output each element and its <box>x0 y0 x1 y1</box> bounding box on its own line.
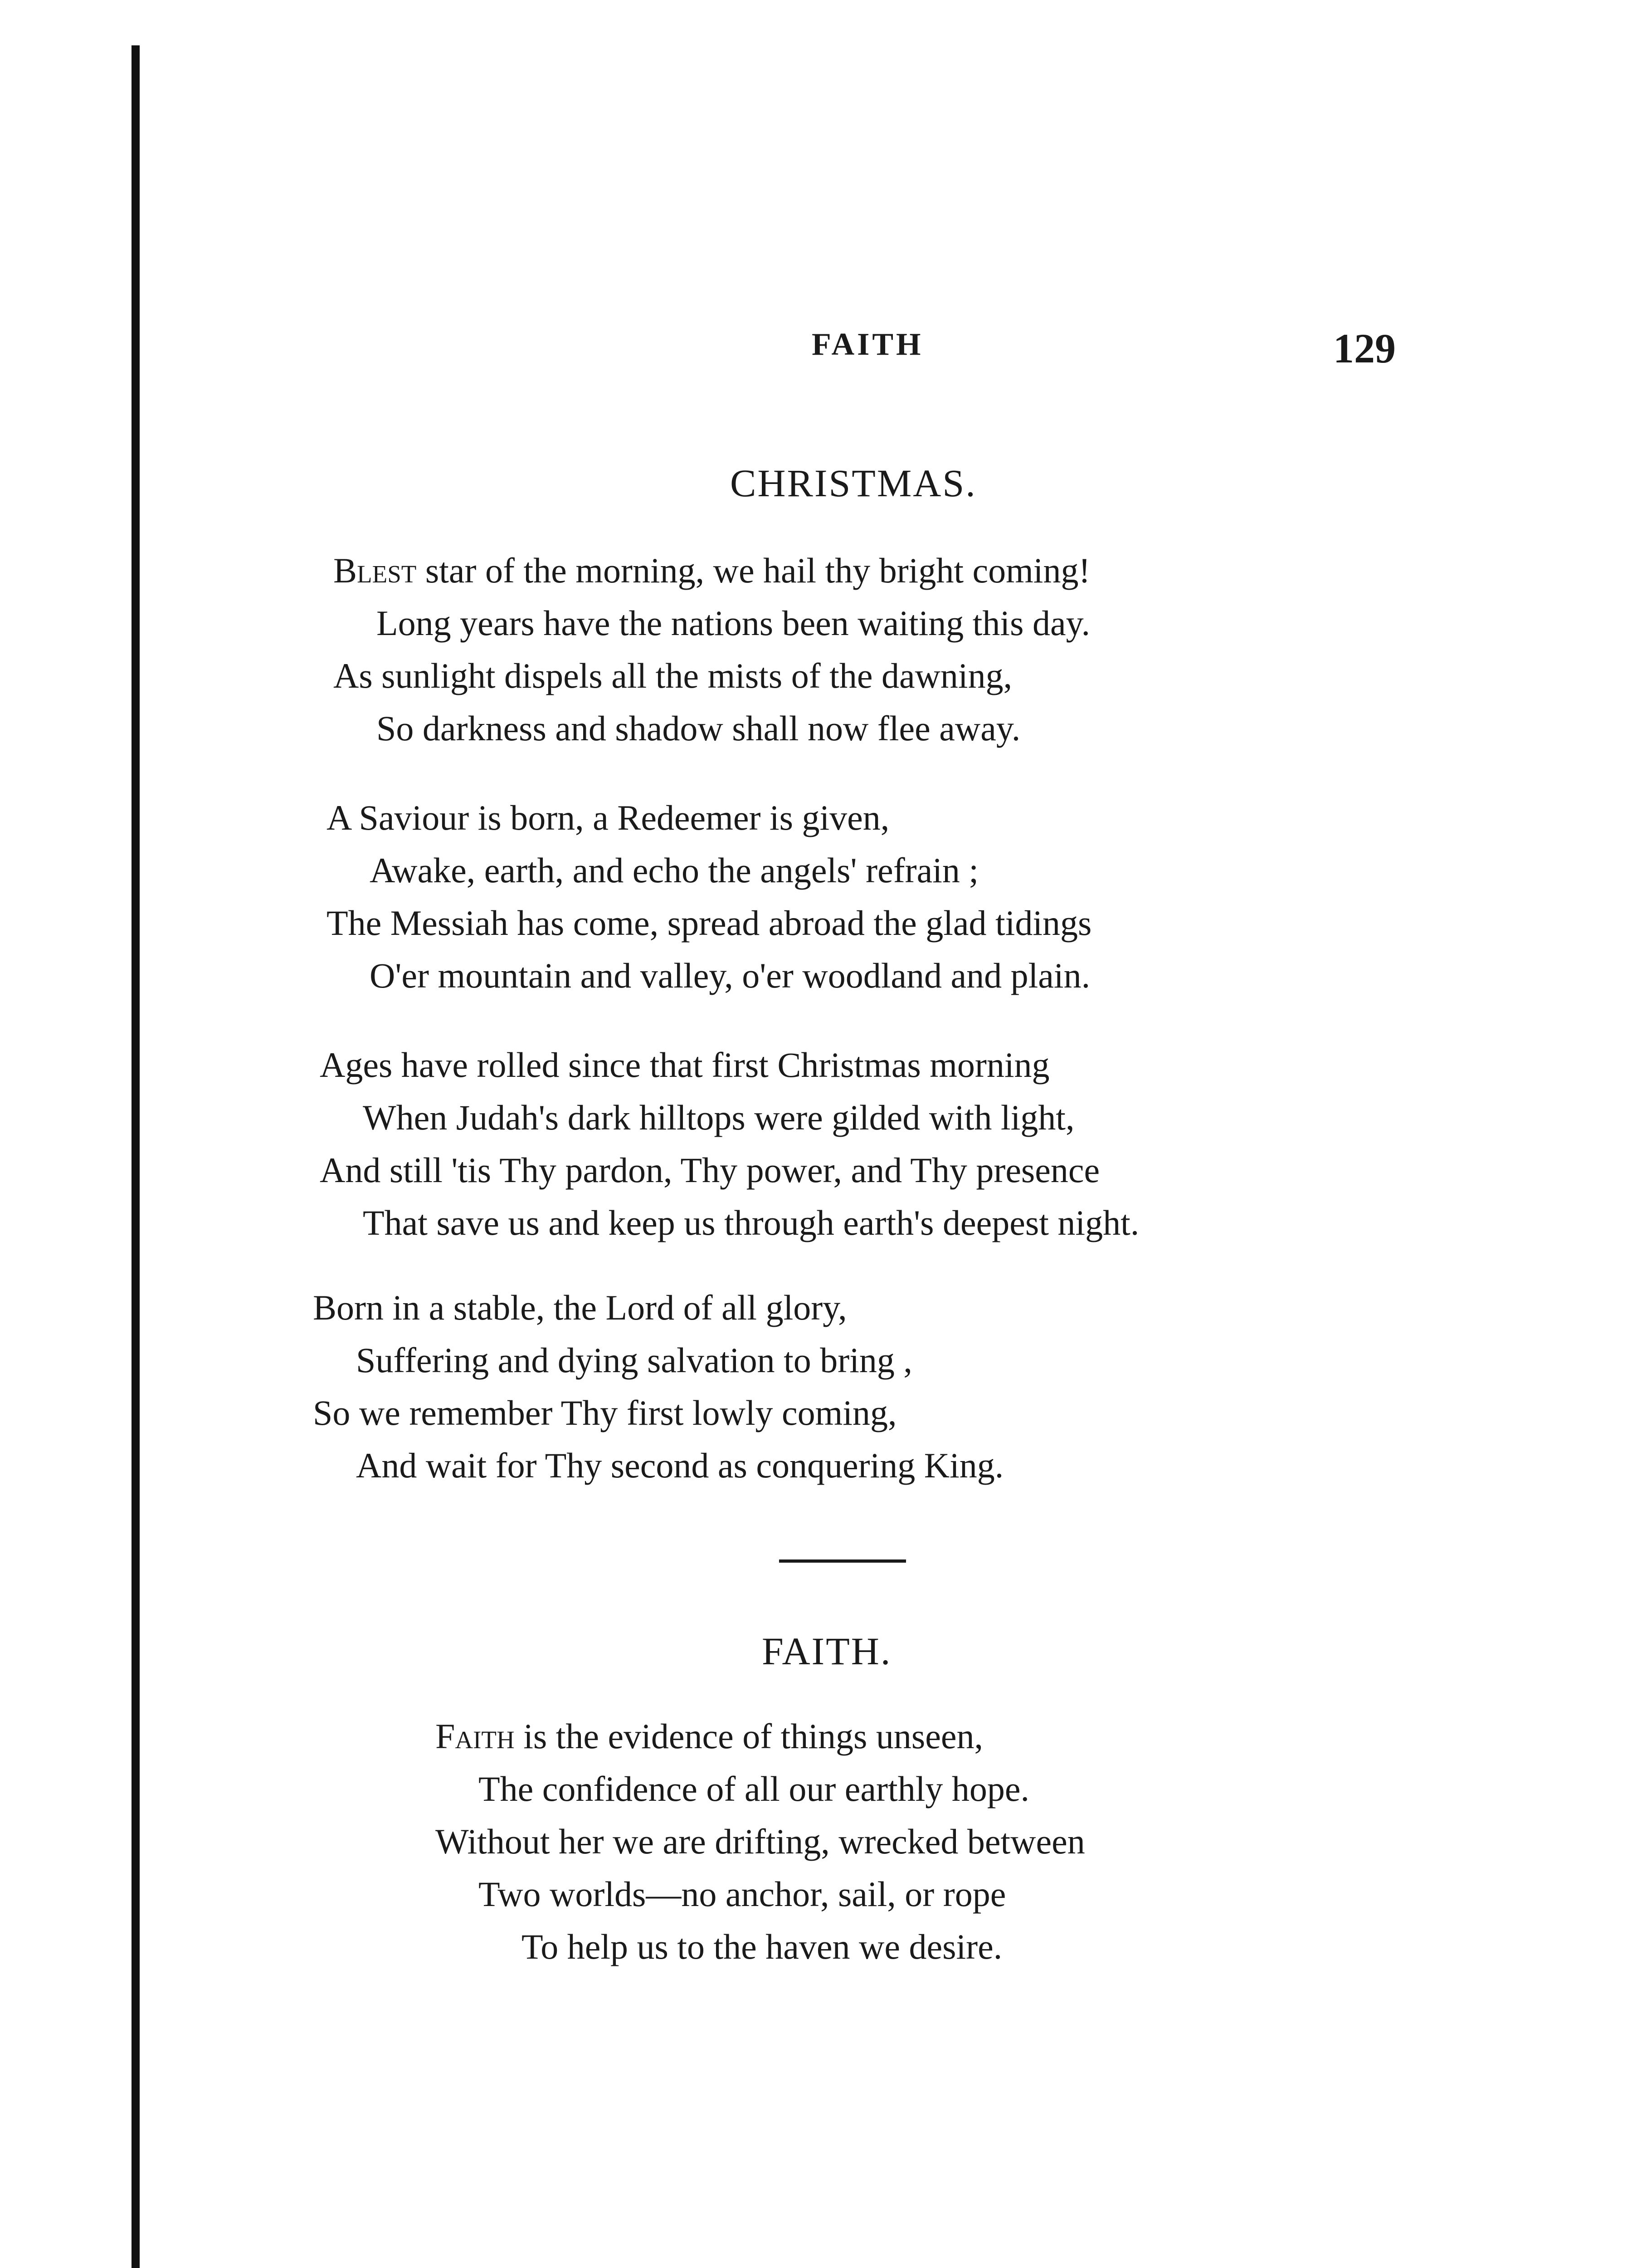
poem-line: Ages have rolled since that first Christmas morning <box>320 1045 1050 1085</box>
line-text: star of the morning, we hail thy bright coming! <box>416 551 1091 590</box>
poem-line: Long years have the nations been waiting this day. <box>376 603 1091 643</box>
poem-line: To help us to the haven we desire. <box>521 1927 1003 1966</box>
poem-line <box>435 1710 1085 1763</box>
poem-line: So we remember Thy first lowly coming, <box>313 1393 897 1432</box>
poem-line: Without her we are drifting, wrecked between <box>435 1822 1085 1861</box>
christmas-stanza-1 <box>333 544 1090 755</box>
faith-stanza <box>435 1710 1085 1973</box>
poem-line: That save us and keep us through earth's deepest night. <box>363 1203 1140 1242</box>
poem-line: A Saviour is born, a Redeemer is given, <box>326 798 890 837</box>
poem-line: Suffering and dying salvation to bring , <box>356 1340 912 1380</box>
running-head: FAITH <box>812 327 924 362</box>
poem-line: O'er mountain and valley, o'er woodland and plain. <box>370 956 1091 995</box>
line-text: is the evidence of things unseen, <box>514 1716 983 1756</box>
poem-title-christmas: CHRISTMAS. <box>730 461 977 505</box>
poem-line <box>333 544 1090 597</box>
poem-line: The confidence of all our earthly hope. <box>478 1769 1029 1809</box>
poem-line: Two worlds—no anchor, sail, or rope <box>478 1874 1006 1914</box>
drop-word: Blest <box>333 551 417 590</box>
poem-line: Born in a stable, the Lord of all glory, <box>313 1288 847 1327</box>
poem-line: Awake, earth, and echo the angels' refrain ; <box>370 850 979 890</box>
christmas-stanza-2 <box>326 792 1091 1002</box>
poem-line: And wait for Thy second as conquering King. <box>356 1446 1004 1485</box>
poem-line: The Messiah has come, spread abroad the glad tidings <box>326 903 1092 943</box>
poem-title-faith: FAITH. <box>762 1629 892 1673</box>
poem-line: So darkness and shadow shall now flee away. <box>376 709 1021 748</box>
christmas-stanza-3 <box>320 1039 1139 1249</box>
drop-word: Faith <box>435 1716 515 1756</box>
poem-line: When Judah's dark hilltops were gilded with light, <box>363 1098 1075 1137</box>
binding-edge <box>132 45 140 2268</box>
page-number: 129 <box>1333 325 1396 371</box>
christmas-stanza-4 <box>313 1281 1004 1492</box>
section-divider <box>779 1559 906 1563</box>
poem-line: And still 'tis Thy pardon, Thy power, and Thy presence <box>320 1150 1100 1190</box>
poem-line: As sunlight dispels all the mists of the dawning, <box>333 656 1013 695</box>
